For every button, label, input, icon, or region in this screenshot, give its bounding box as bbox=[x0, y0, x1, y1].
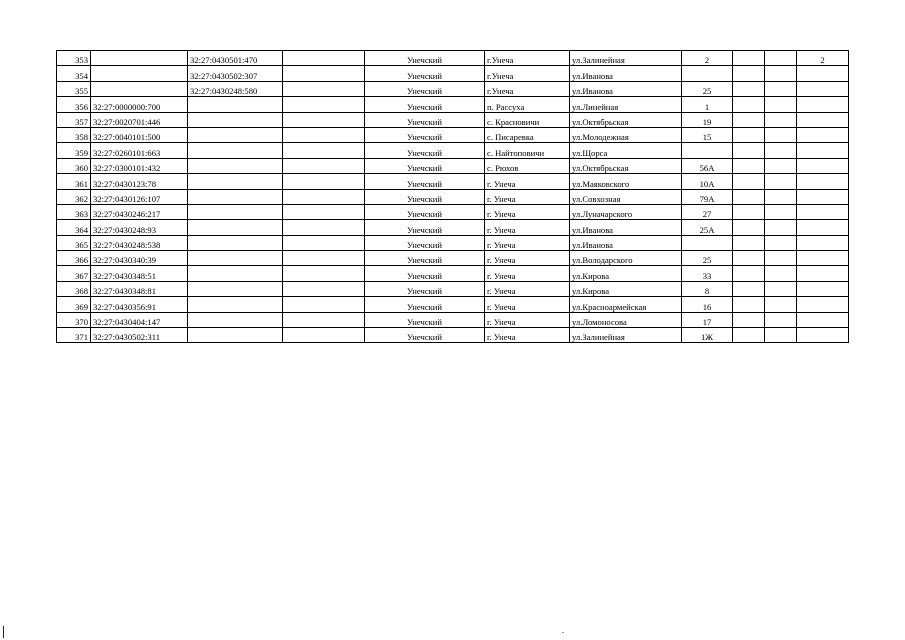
locality-cell: г. Унеча bbox=[485, 204, 570, 219]
house-number-cell bbox=[682, 235, 733, 250]
table-row bbox=[57, 189, 849, 204]
row-number-cell: 370 bbox=[57, 312, 91, 327]
table-row bbox=[57, 251, 849, 266]
extra-cell-1 bbox=[733, 174, 765, 189]
extra-cell-2 bbox=[765, 51, 797, 66]
house-number-cell: 10А bbox=[682, 174, 733, 189]
linked-cadastral-number-cell bbox=[188, 97, 283, 112]
extra-cell-1 bbox=[733, 81, 765, 96]
registry-body bbox=[57, 51, 849, 343]
row-number-cell: 358 bbox=[57, 127, 91, 142]
extra-cell-1 bbox=[733, 143, 765, 158]
house-number-cell: 33 bbox=[682, 266, 733, 281]
district-cell: Унечский bbox=[365, 281, 485, 296]
table-row bbox=[57, 204, 849, 219]
extra-cell-1 bbox=[733, 158, 765, 173]
blank-cell bbox=[283, 158, 365, 173]
locality-cell: с. Найтоповичи bbox=[485, 143, 570, 158]
street-cell: ул.Залинейная bbox=[570, 51, 682, 66]
locality-cell: г. Унеча bbox=[485, 174, 570, 189]
cadastral-number-cell: 32:27:0430348:51 bbox=[91, 266, 188, 281]
district-cell: Унечский bbox=[365, 297, 485, 312]
extra-cell-2 bbox=[765, 266, 797, 281]
cadastral-number-cell bbox=[91, 51, 188, 66]
extra-cell-2 bbox=[765, 81, 797, 96]
extra-cell-2 bbox=[765, 189, 797, 204]
extra-cell-1 bbox=[733, 51, 765, 66]
district-cell: Унечский bbox=[365, 127, 485, 142]
table-row bbox=[57, 297, 849, 312]
cadastral-number-cell: 32:27:0430126:107 bbox=[91, 189, 188, 204]
district-cell: Унечский bbox=[365, 189, 485, 204]
extra-cell-3 bbox=[797, 266, 849, 281]
extra-cell-3 bbox=[797, 81, 849, 96]
house-number-cell: 79А bbox=[682, 189, 733, 204]
extra-cell-1 bbox=[733, 189, 765, 204]
district-cell: Унечский bbox=[365, 220, 485, 235]
cadastral-number-cell: 32:27:0430246:217 bbox=[91, 204, 188, 219]
table-row bbox=[57, 143, 849, 158]
row-number-cell: 354 bbox=[57, 66, 91, 81]
extra-cell-1 bbox=[733, 235, 765, 250]
district-cell: Унечский bbox=[365, 112, 485, 127]
table-row bbox=[57, 220, 849, 235]
blank-cell bbox=[283, 312, 365, 327]
blank-cell bbox=[283, 266, 365, 281]
extra-cell-3 bbox=[797, 189, 849, 204]
cadastral-number-cell: 32:27:0300101:432 bbox=[91, 158, 188, 173]
extra-cell-2 bbox=[765, 97, 797, 112]
extra-cell-2 bbox=[765, 66, 797, 81]
extra-cell-1 bbox=[733, 251, 765, 266]
house-number-cell: 15 bbox=[682, 127, 733, 142]
linked-cadastral-number-cell bbox=[188, 266, 283, 281]
extra-cell-3 bbox=[797, 158, 849, 173]
street-cell: ул.Щорса bbox=[570, 143, 682, 158]
extra-cell-1 bbox=[733, 97, 765, 112]
locality-cell: г. Унеча bbox=[485, 251, 570, 266]
linked-cadastral-number-cell bbox=[188, 127, 283, 142]
street-cell: ул.Совхозная bbox=[570, 189, 682, 204]
linked-cadastral-number-cell bbox=[188, 174, 283, 189]
extra-cell-3 bbox=[797, 328, 849, 343]
extra-cell-1 bbox=[733, 112, 765, 127]
house-number-cell: 25 bbox=[682, 251, 733, 266]
linked-cadastral-number-cell bbox=[188, 158, 283, 173]
blank-cell bbox=[283, 174, 365, 189]
house-number-cell: 27 bbox=[682, 204, 733, 219]
blank-cell bbox=[283, 97, 365, 112]
cadastral-number-cell: 32:27:0430248:93 bbox=[91, 220, 188, 235]
extra-cell-2 bbox=[765, 204, 797, 219]
linked-cadastral-number-cell: 32:27:0430501:470 bbox=[188, 51, 283, 66]
locality-cell: г. Унеча bbox=[485, 328, 570, 343]
street-cell: ул.Молодежная bbox=[570, 127, 682, 142]
street-cell: ул.Кирова bbox=[570, 266, 682, 281]
street-cell: ул.Иванова bbox=[570, 235, 682, 250]
house-number-cell: 1 bbox=[682, 97, 733, 112]
house-number-cell bbox=[682, 143, 733, 158]
cadastral-number-cell: 32:27:0020701:446 bbox=[91, 112, 188, 127]
locality-cell: п. Рассуха bbox=[485, 97, 570, 112]
cadastral-number-cell: 32:27:0040101:500 bbox=[91, 127, 188, 142]
linked-cadastral-number-cell bbox=[188, 235, 283, 250]
extra-cell-3 bbox=[797, 281, 849, 296]
table-row bbox=[57, 66, 849, 81]
cadastral-number-cell: 32:27:0430356:91 bbox=[91, 297, 188, 312]
extra-cell-1 bbox=[733, 297, 765, 312]
scan-edge-mark bbox=[3, 626, 4, 638]
house-number-cell: 16 bbox=[682, 297, 733, 312]
row-number-cell: 369 bbox=[57, 297, 91, 312]
locality-cell: с. Красновичи bbox=[485, 112, 570, 127]
linked-cadastral-number-cell bbox=[188, 281, 283, 296]
district-cell: Унечский bbox=[365, 328, 485, 343]
linked-cadastral-number-cell bbox=[188, 112, 283, 127]
district-cell: Унечский bbox=[365, 174, 485, 189]
extra-cell-2 bbox=[765, 328, 797, 343]
locality-cell: г. Унеча bbox=[485, 220, 570, 235]
cadastral-number-cell: 32:27:0430340:39 bbox=[91, 251, 188, 266]
street-cell: ул.Линейная bbox=[570, 97, 682, 112]
locality-cell: с. Писаревка bbox=[485, 127, 570, 142]
district-cell: Унечский bbox=[365, 97, 485, 112]
extra-cell-1 bbox=[733, 204, 765, 219]
row-number-cell: 363 bbox=[57, 204, 91, 219]
street-cell: ул.Залинейная bbox=[570, 328, 682, 343]
locality-cell: г.Унеча bbox=[485, 81, 570, 96]
extra-cell-2 bbox=[765, 251, 797, 266]
street-cell: ул.Ломоносова bbox=[570, 312, 682, 327]
district-cell: Унечский bbox=[365, 51, 485, 66]
district-cell: Унечский bbox=[365, 81, 485, 96]
district-cell: Унечский bbox=[365, 158, 485, 173]
row-number-cell: 356 bbox=[57, 97, 91, 112]
extra-cell-1 bbox=[733, 312, 765, 327]
extra-cell-3 bbox=[797, 251, 849, 266]
extra-cell-1 bbox=[733, 328, 765, 343]
extra-cell-3 bbox=[797, 297, 849, 312]
blank-cell bbox=[283, 51, 365, 66]
table-row bbox=[57, 281, 849, 296]
blank-cell bbox=[283, 297, 365, 312]
extra-cell-3 bbox=[797, 204, 849, 219]
linked-cadastral-number-cell: 32:27:0430248:580 bbox=[188, 81, 283, 96]
row-number-cell: 365 bbox=[57, 235, 91, 250]
street-cell: ул.Октябрьская bbox=[570, 112, 682, 127]
blank-cell bbox=[283, 328, 365, 343]
extra-cell-3: 2 bbox=[797, 51, 849, 66]
row-number-cell: 355 bbox=[57, 81, 91, 96]
table-row bbox=[57, 312, 849, 327]
extra-cell-1 bbox=[733, 127, 765, 142]
cadastral-number-cell: 32:27:0430348:81 bbox=[91, 281, 188, 296]
locality-cell: г. Унеча bbox=[485, 235, 570, 250]
linked-cadastral-number-cell: 32:27:0430502:307 bbox=[188, 66, 283, 81]
cadastral-number-cell: 32:27:0430123:78 bbox=[91, 174, 188, 189]
locality-cell: г. Унеча bbox=[485, 266, 570, 281]
row-number-cell: 353 bbox=[57, 51, 91, 66]
linked-cadastral-number-cell bbox=[188, 189, 283, 204]
extra-cell-2 bbox=[765, 220, 797, 235]
row-number-cell: 361 bbox=[57, 174, 91, 189]
row-number-cell: 360 bbox=[57, 158, 91, 173]
table-row bbox=[57, 97, 849, 112]
street-cell: ул.Иванова bbox=[570, 81, 682, 96]
house-number-cell: 56А bbox=[682, 158, 733, 173]
extra-cell-2 bbox=[765, 281, 797, 296]
district-cell: Унечский bbox=[365, 66, 485, 81]
blank-cell bbox=[283, 189, 365, 204]
district-cell: Унечский bbox=[365, 312, 485, 327]
house-number-cell: 25 bbox=[682, 81, 733, 96]
linked-cadastral-number-cell bbox=[188, 297, 283, 312]
table-row bbox=[57, 174, 849, 189]
table-row bbox=[57, 81, 849, 96]
locality-cell: г. Унеча bbox=[485, 297, 570, 312]
extra-cell-2 bbox=[765, 127, 797, 142]
cadastral-number-cell: 32:27:0430502:311 bbox=[91, 328, 188, 343]
extra-cell-2 bbox=[765, 174, 797, 189]
street-cell: ул.Луначарского bbox=[570, 204, 682, 219]
extra-cell-2 bbox=[765, 112, 797, 127]
extra-cell-2 bbox=[765, 143, 797, 158]
extra-cell-2 bbox=[765, 312, 797, 327]
extra-cell-3 bbox=[797, 174, 849, 189]
table-row bbox=[57, 127, 849, 142]
table-row bbox=[57, 328, 849, 343]
row-number-cell: 371 bbox=[57, 328, 91, 343]
extra-cell-3 bbox=[797, 235, 849, 250]
blank-cell bbox=[283, 235, 365, 250]
row-number-cell: 367 bbox=[57, 266, 91, 281]
extra-cell-3 bbox=[797, 143, 849, 158]
street-cell: ул.Иванова bbox=[570, 66, 682, 81]
cadastral-number-cell: 32:27:0430404:147 bbox=[91, 312, 188, 327]
row-number-cell: 364 bbox=[57, 220, 91, 235]
table-row bbox=[57, 235, 849, 250]
extra-cell-3 bbox=[797, 312, 849, 327]
locality-cell: г. Унеча bbox=[485, 189, 570, 204]
house-number-cell: 17 bbox=[682, 312, 733, 327]
street-cell: ул.Иванова bbox=[570, 220, 682, 235]
linked-cadastral-number-cell bbox=[188, 204, 283, 219]
house-number-cell: 19 bbox=[682, 112, 733, 127]
street-cell: ул.Кирова bbox=[570, 281, 682, 296]
table-row bbox=[57, 51, 849, 66]
cadastral-number-cell: 32:27:0000000:700 bbox=[91, 97, 188, 112]
locality-cell: г.Унеча bbox=[485, 66, 570, 81]
extra-cell-1 bbox=[733, 220, 765, 235]
district-cell: Унечский bbox=[365, 204, 485, 219]
extra-cell-2 bbox=[765, 158, 797, 173]
table-row bbox=[57, 112, 849, 127]
blank-cell bbox=[283, 112, 365, 127]
locality-cell: г. Унеча bbox=[485, 281, 570, 296]
linked-cadastral-number-cell bbox=[188, 220, 283, 235]
district-cell: Унечский bbox=[365, 235, 485, 250]
linked-cadastral-number-cell bbox=[188, 143, 283, 158]
extra-cell-2 bbox=[765, 297, 797, 312]
row-number-cell: 362 bbox=[57, 189, 91, 204]
cadastral-number-cell bbox=[91, 81, 188, 96]
house-number-cell: 2 bbox=[682, 51, 733, 66]
blank-cell bbox=[283, 281, 365, 296]
district-cell: Унечский bbox=[365, 143, 485, 158]
blank-cell bbox=[283, 81, 365, 96]
cadastral-number-cell: 32:27:0260101:663 bbox=[91, 143, 188, 158]
extra-cell-3 bbox=[797, 66, 849, 81]
row-number-cell: 368 bbox=[57, 281, 91, 296]
house-number-cell: 8 bbox=[682, 281, 733, 296]
street-cell: ул.Октябрьская bbox=[570, 158, 682, 173]
extra-cell-3 bbox=[797, 127, 849, 142]
house-number-cell: 1Ж bbox=[682, 328, 733, 343]
table-row bbox=[57, 266, 849, 281]
extra-cell-1 bbox=[733, 281, 765, 296]
property-registry-table bbox=[56, 50, 849, 343]
row-number-cell: 357 bbox=[57, 112, 91, 127]
row-number-cell: 366 bbox=[57, 251, 91, 266]
house-number-cell: 25А bbox=[682, 220, 733, 235]
district-cell: Унечский bbox=[365, 251, 485, 266]
locality-cell: с. Рюхов bbox=[485, 158, 570, 173]
table-row bbox=[57, 158, 849, 173]
extra-cell-1 bbox=[733, 266, 765, 281]
street-cell: ул.Володарского bbox=[570, 251, 682, 266]
blank-cell bbox=[283, 220, 365, 235]
extra-cell-3 bbox=[797, 112, 849, 127]
extra-cell-1 bbox=[733, 66, 765, 81]
row-number-cell: 359 bbox=[57, 143, 91, 158]
extra-cell-3 bbox=[797, 97, 849, 112]
blank-cell bbox=[283, 127, 365, 142]
blank-cell bbox=[283, 66, 365, 81]
extra-cell-2 bbox=[765, 235, 797, 250]
house-number-cell bbox=[682, 66, 733, 81]
street-cell: ул.Красноармейская bbox=[570, 297, 682, 312]
cadastral-number-cell: 32:27:0430248:538 bbox=[91, 235, 188, 250]
blank-cell bbox=[283, 204, 365, 219]
street-cell: ул.Маяковского bbox=[570, 174, 682, 189]
blank-cell bbox=[283, 143, 365, 158]
locality-cell: г.Унеча bbox=[485, 51, 570, 66]
cadastral-number-cell bbox=[91, 66, 188, 81]
linked-cadastral-number-cell bbox=[188, 312, 283, 327]
blank-cell bbox=[283, 251, 365, 266]
linked-cadastral-number-cell bbox=[188, 251, 283, 266]
scan-dot-mark bbox=[562, 632, 564, 633]
locality-cell: г. Унеча bbox=[485, 312, 570, 327]
district-cell: Унечский bbox=[365, 266, 485, 281]
linked-cadastral-number-cell bbox=[188, 328, 283, 343]
extra-cell-3 bbox=[797, 220, 849, 235]
